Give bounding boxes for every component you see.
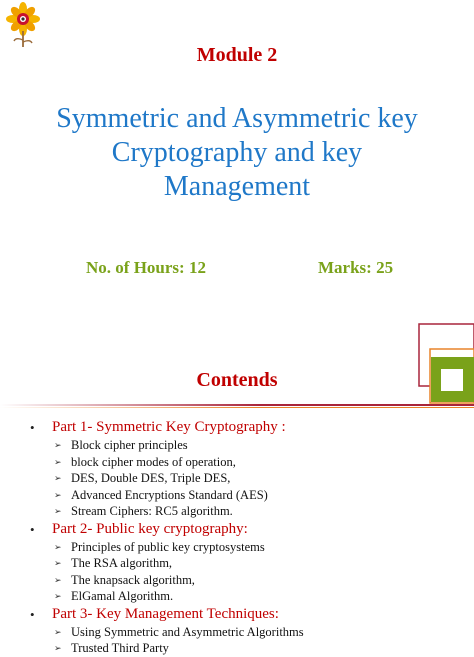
contents-heading: Contends (196, 369, 278, 391)
hours-label: No. of Hours: 12 (86, 258, 206, 277)
part-label: Part 1- Symmetric Key Cryptography : (52, 419, 286, 435)
arrow-bullet-icon: ➢ (54, 558, 62, 568)
list-item (0, 640, 474, 657)
list-item (0, 572, 474, 589)
list-item-text: block cipher modes of operation, (71, 454, 236, 469)
arrow-bullet-icon: ➢ (54, 440, 62, 450)
arrow-bullet-icon: ➢ (54, 489, 62, 500)
part-heading-1 (0, 418, 474, 437)
title-line: Symmetric and Asymmetric key (56, 103, 418, 134)
part-heading-2 (0, 520, 474, 539)
list-item (0, 454, 474, 471)
list-item-text: Using Symmetric and Asymmetric Algorithms (71, 624, 304, 639)
list-item (0, 588, 474, 605)
list-item-text: DES, Double DES, Triple DES, (71, 471, 231, 485)
list-item (0, 555, 474, 572)
arrow-bullet-icon: ➢ (54, 643, 62, 653)
arrow-bullet-icon: ➢ (54, 541, 62, 552)
divider-line-thin (0, 407, 474, 408)
marks-label: Marks: 25 (318, 258, 394, 277)
bullet-icon: • (30, 420, 35, 435)
part-heading-3 (0, 605, 474, 624)
arrow-bullet-icon: ➢ (54, 591, 62, 601)
arrow-bullet-icon: ➢ (54, 626, 62, 637)
list-item-text: ElGamal Algorithm. (71, 589, 174, 603)
title-line: Management (163, 171, 311, 202)
list-item (0, 624, 474, 641)
bullet-icon: • (30, 606, 35, 622)
part-label: Part 3- Key Management Techniques: (52, 605, 279, 622)
bullet-icon: • (30, 521, 35, 537)
list-item (0, 470, 474, 487)
list-item (0, 437, 474, 454)
sunflower-icon (4, 2, 42, 48)
list-item-text: Block cipher principles (71, 438, 188, 452)
list-item-text: Trusted Third Party (71, 641, 169, 655)
title-line: Cryptography and key (111, 137, 363, 168)
arrow-bullet-icon: ➢ (54, 574, 62, 585)
list-item (0, 539, 474, 556)
list-item-text: Advanced Encryptions Standard (AES) (71, 487, 268, 502)
list-item-text: The knapsack algorithm, (71, 572, 195, 587)
list-item-text: Principles of public key cryptosystems (71, 539, 265, 554)
list-item (0, 503, 474, 520)
arrow-bullet-icon: ➢ (54, 506, 62, 516)
list-item (0, 487, 474, 504)
arrow-bullet-icon: ➢ (54, 456, 62, 467)
divider-line (0, 404, 474, 406)
contents-list (0, 418, 474, 657)
module-title: Module 2 (196, 44, 278, 66)
list-item-text: Stream Ciphers: RC5 algorithm. (71, 504, 233, 518)
list-item-text: The RSA algorithm, (71, 556, 173, 570)
arrow-bullet-icon: ➢ (54, 473, 62, 483)
slide-title (10, 102, 464, 204)
part-label: Part 2- Public key cryptography: (52, 520, 248, 537)
